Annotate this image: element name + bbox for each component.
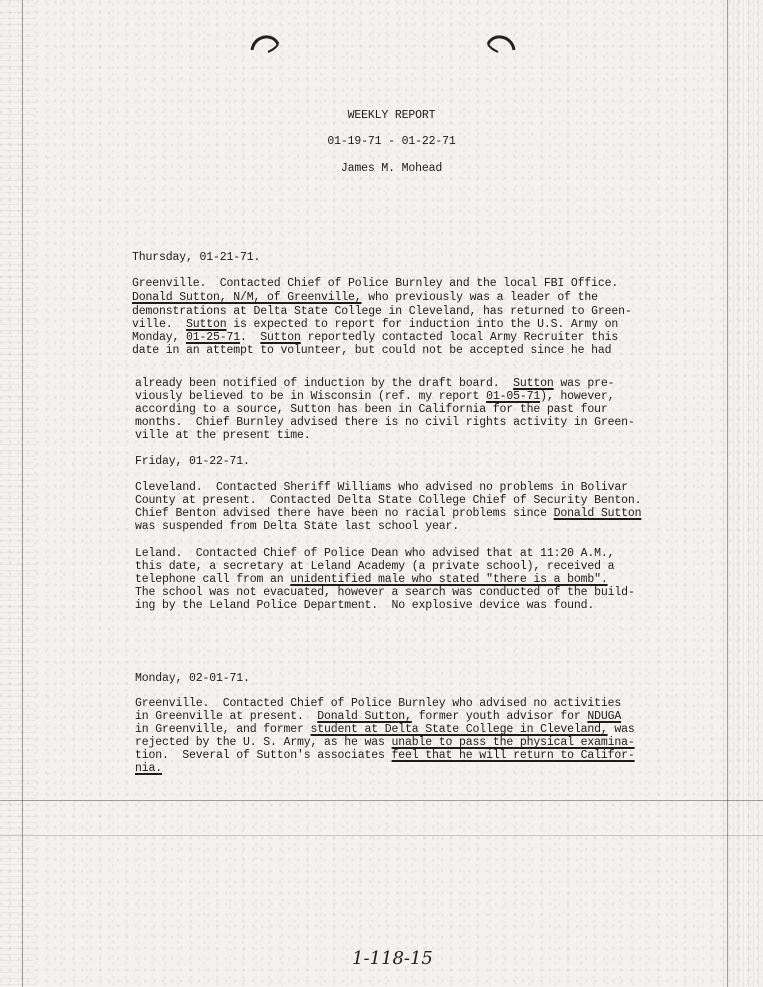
paragraph-line: was suspended from Delta State last school year. [135, 520, 460, 533]
report-author: James M. Mohead [340, 162, 443, 175]
paragraph-line: rejected by the U. S. Army, as he was unable to pass the physical examina- [135, 736, 635, 749]
paragraph-line: this date, a secretary at Leland Academy (a private school), received a [135, 560, 615, 573]
paragraph-line: months. Chief Burnley advised there is no civil rights activity in Green- [135, 416, 635, 429]
paragraph-line: Monday, 01-25-71. Sutton reportedly contacted local Army Recruiter this [132, 331, 619, 344]
paragraph-line: Greenville. Contacted Chief of Police Burnley and the local FBI Office. [132, 277, 619, 290]
paragraph-line: ville at the present time. [135, 429, 311, 442]
paragraph-line: County at present. Contacted Delta State College Chief of Security Benton. [135, 494, 642, 507]
section-date-thursday: Thursday, 01-21-71. [132, 251, 261, 264]
punch-hole-icon [484, 30, 518, 56]
paragraph-line: The school was not evacuated, however a search was conducted of the build- [135, 586, 635, 599]
scan-fold-line [0, 835, 763, 836]
paragraph-line: date in an attempt to volunteer, but could not be accepted since he had [132, 344, 612, 357]
scan-fold-line [0, 800, 763, 801]
paragraph-line: Donald Sutton, N/M, of Greenville, who previously was a leader of the [132, 291, 598, 304]
paragraph-line: ville. Sutton is expected to report for induction into the U.S. Army on [132, 318, 619, 331]
report-date-range: 01-19-71 - 01-22-71 [327, 135, 456, 148]
paragraph-line: nia. [135, 762, 163, 775]
underlined-name: Donald Sutton, N/M, of Greenville, [132, 291, 362, 304]
paragraph-line: viously believed to be in Wisconsin (ref. my report 01-05-71), however, [135, 390, 615, 403]
punch-hole-icon [248, 30, 282, 56]
paragraph-line: already been notified of induction by the draft board. Sutton was pre- [135, 377, 615, 390]
paragraph-line: Cleveland. Contacted Sheriff Williams who advised no problems in Bolivar [135, 481, 628, 494]
paragraph-line: according to a source, Sutton has been in California for the past four [135, 403, 608, 416]
paragraph-line: Chief Benton advised there have been no racial problems since Donald Sutton [135, 507, 642, 520]
paragraph-line: in Greenville, and former student at Delta State College in Cleveland, was [135, 723, 635, 736]
report-title: WEEKLY REPORT [347, 109, 436, 122]
paragraph-line: tion. Several of Sutton's associates feel that he will return to Califor- [135, 749, 635, 762]
page-number: 1-118-15 [352, 948, 433, 969]
paragraph-line: telephone call from an unidentified male who stated "there is a bomb". [135, 573, 608, 586]
paragraph-line: ing by the Leland Police Department. No explosive device was found. [135, 599, 595, 612]
paragraph-line: Greenville. Contacted Chief of Police Burnley who advised no activities [135, 697, 622, 710]
paragraph-line: Leland. Contacted Chief of Police Dean who advised that at 11:20 A.M., [135, 547, 615, 560]
section-date-friday: Friday, 01-22-71. [135, 455, 250, 468]
paragraph-line: in Greenville at present. Donald Sutton, former youth advisor for NDUGA [135, 710, 622, 723]
section-date-monday: Monday, 02-01-71. [135, 672, 250, 685]
paragraph-line: demonstrations at Delta State College in Cleveland, has returned to Green- [132, 305, 632, 318]
